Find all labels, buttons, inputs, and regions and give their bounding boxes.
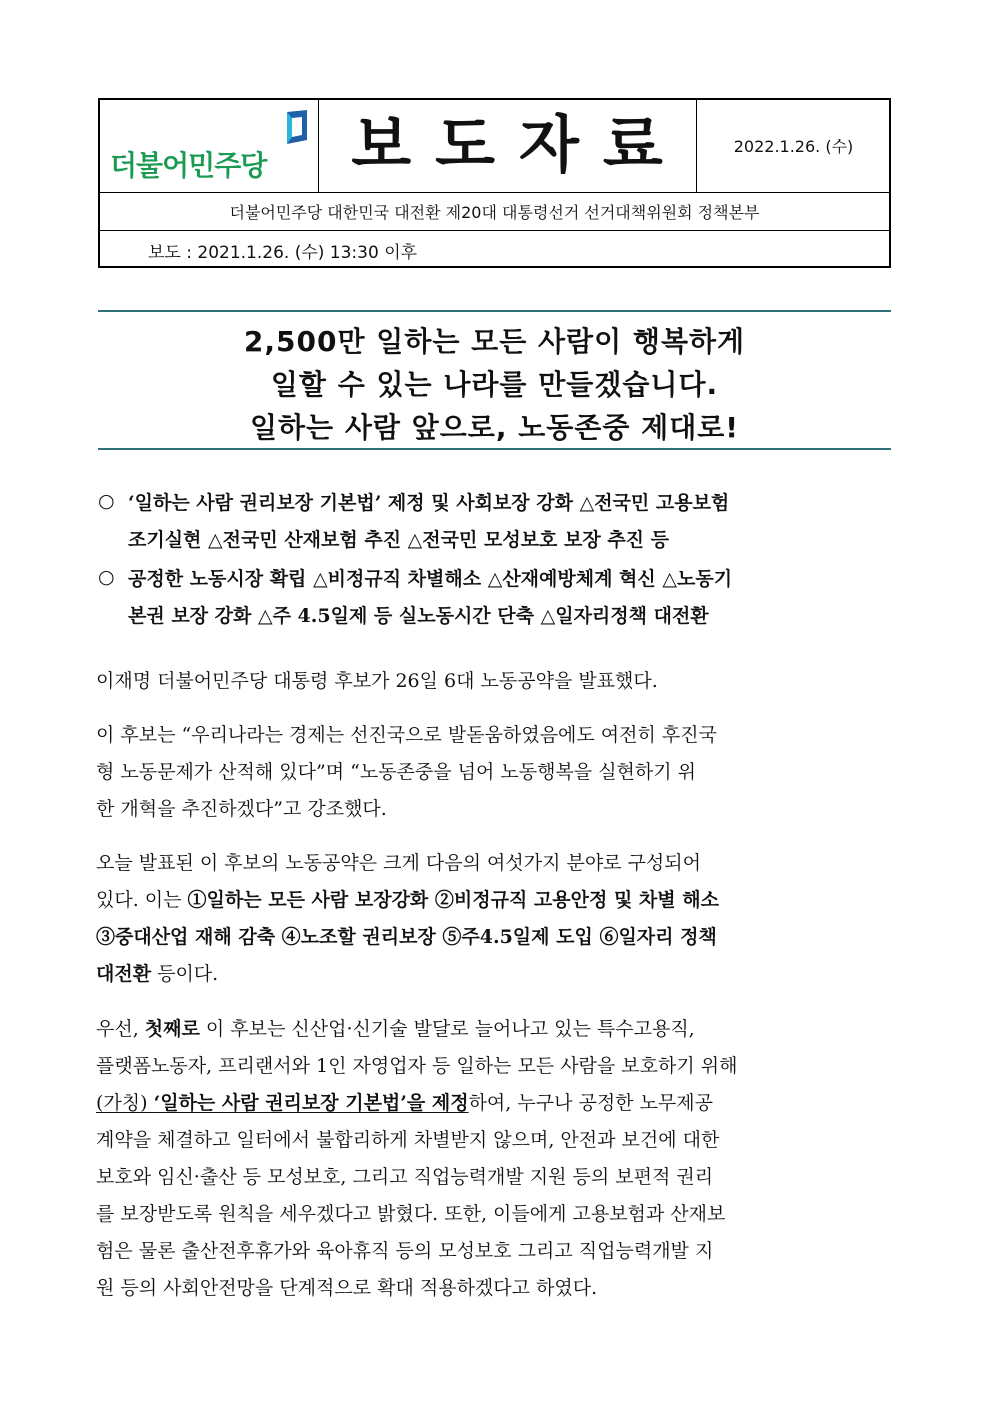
p4-line-3-law: ‘일하는 사람 권리보장 기본법’을 제정: [153, 1092, 469, 1114]
p3-line-4-bold: 대전환: [96, 963, 152, 985]
summary-item-2-line-1: 공정한 노동시장 확립 △비정규직 차별해소 △산재예방체계 혁신 △노동기: [128, 568, 733, 590]
p4-line-1-first: 첫째로: [144, 1018, 200, 1040]
p3-line-4-tail: 등이다.: [151, 963, 219, 985]
p2-line-2: 형 노동문제가 산적해 있다”며 “노동존중을 넘어 노동행복을 실현하기 위: [96, 761, 697, 783]
header-top-row: [100, 100, 889, 193]
headline-line-3: 일하는 사람 앞으로, 노동존중 제대로!: [249, 411, 740, 444]
bullet-1: ○: [98, 490, 115, 512]
p4-line-1-a: 우선,: [96, 1018, 145, 1040]
summary-item-1-line-2: 조기실현 △전국민 산재보험 추진 △전국민 모성보호 보장 추진 등: [128, 529, 669, 551]
p4-line-7: 험은 물론 출산전후휴가와 육아휴직 등의 모성보호 그리고 직업능력개발 지: [96, 1240, 714, 1262]
press-header-table: [98, 98, 891, 268]
p2-line-3: 한 개혁을 추진하겠다”고 강조했다.: [96, 798, 387, 820]
press-release-title: 보도자료: [351, 108, 687, 181]
headline-line-2: 일할 수 있는 나라를 만들겠습니다.: [270, 368, 719, 401]
p4-line-1-c: 이 후보는 신산업·신기술 발달로 늘어나고 있는 특수고용직,: [199, 1018, 695, 1040]
p3-line-2-intro: 있다. 이는: [96, 889, 188, 911]
bullet-2: ○: [98, 566, 115, 588]
p2-line-1: 이 후보는 “우리나라는 경제는 선진국으로 발돋움하였음에도 여전히 후진국: [96, 724, 717, 746]
p4-line-8: 원 등의 사회안전망을 단계적으로 확대 적용하겠다고 하였다.: [96, 1277, 598, 1299]
p3-line-2: [96, 885, 719, 912]
release-time: 보도 : 2021.1.26. (수) 13:30 이후: [148, 243, 418, 263]
p3-line-1: 오늘 발표된 이 후보의 노동공약은 크게 다음의 여섯가지 분야로 구성되어: [96, 852, 701, 874]
date-cell: [696, 100, 891, 192]
p4-line-3-c: 하여, 누구나 공정한 노무제공: [468, 1092, 713, 1114]
summary-item-2-line-2: 본권 보장 강화 △주 4.5일제 등 실노동시간 단축 △일자리정책 대전환: [128, 605, 709, 627]
p4-line-1: [96, 1014, 695, 1041]
party-logo-text: 더불어민주당: [110, 149, 267, 182]
summary-item-1-line-1: ‘일하는 사람 권리보장 기본법’ 제정 및 사회보장 강화 △전국민 고용보험: [128, 492, 730, 514]
p3-line-3: ③중대산업 재해 감축 ④노조할 권리보장 ⑤주4.5일제 도입 ⑥일자리 정책: [96, 926, 717, 948]
headline-line-1: 2,500만 일하는 모든 사람이 행복하게: [243, 325, 746, 358]
p4-line-6: 를 보장받도록 원칙을 세우겠다고 밝혔다. 또한, 이들에게 고용보험과 산재보: [96, 1203, 726, 1225]
p4-line-3: [96, 1088, 713, 1115]
p4-line-5: 보호와 임신·출산 등 모성보호, 그리고 직업능력개발 지원 등의 보편적 권리: [96, 1166, 714, 1188]
p1-line: 이재명 더불어민주당 대통령 후보가 26일 6대 노동공약을 발표했다.: [96, 670, 658, 692]
title-cell: [318, 100, 697, 192]
headline-box: [98, 310, 891, 450]
p4-line-2: 플랫폼노동자, 프리랜서와 1인 자영업자 등 일하는 모든 사람을 보호하기 위해: [96, 1055, 738, 1077]
p3-line-4: [96, 959, 218, 986]
p4-line-4: 계약을 체결하고 일터에서 불합리하게 차별받지 않으며, 안전과 보건에 대한: [96, 1129, 720, 1151]
p3-line-2-pledges: ①일하는 모든 사람 보장강화 ②비정규직 고용안정 및 차별 해소: [187, 889, 719, 911]
issue-date: 2022.1.26. (수): [733, 137, 854, 156]
organization-row: [100, 192, 889, 231]
release-row: [100, 230, 889, 268]
p4-line-3-a: (가칭): [96, 1092, 154, 1114]
logo-cell: [100, 100, 319, 192]
organization-name: 더불어민주당 대한민국 대전환 제20대 대통령선거 선거대책위원회 정책본부: [229, 203, 760, 222]
party-logo-icon: [283, 110, 311, 146]
